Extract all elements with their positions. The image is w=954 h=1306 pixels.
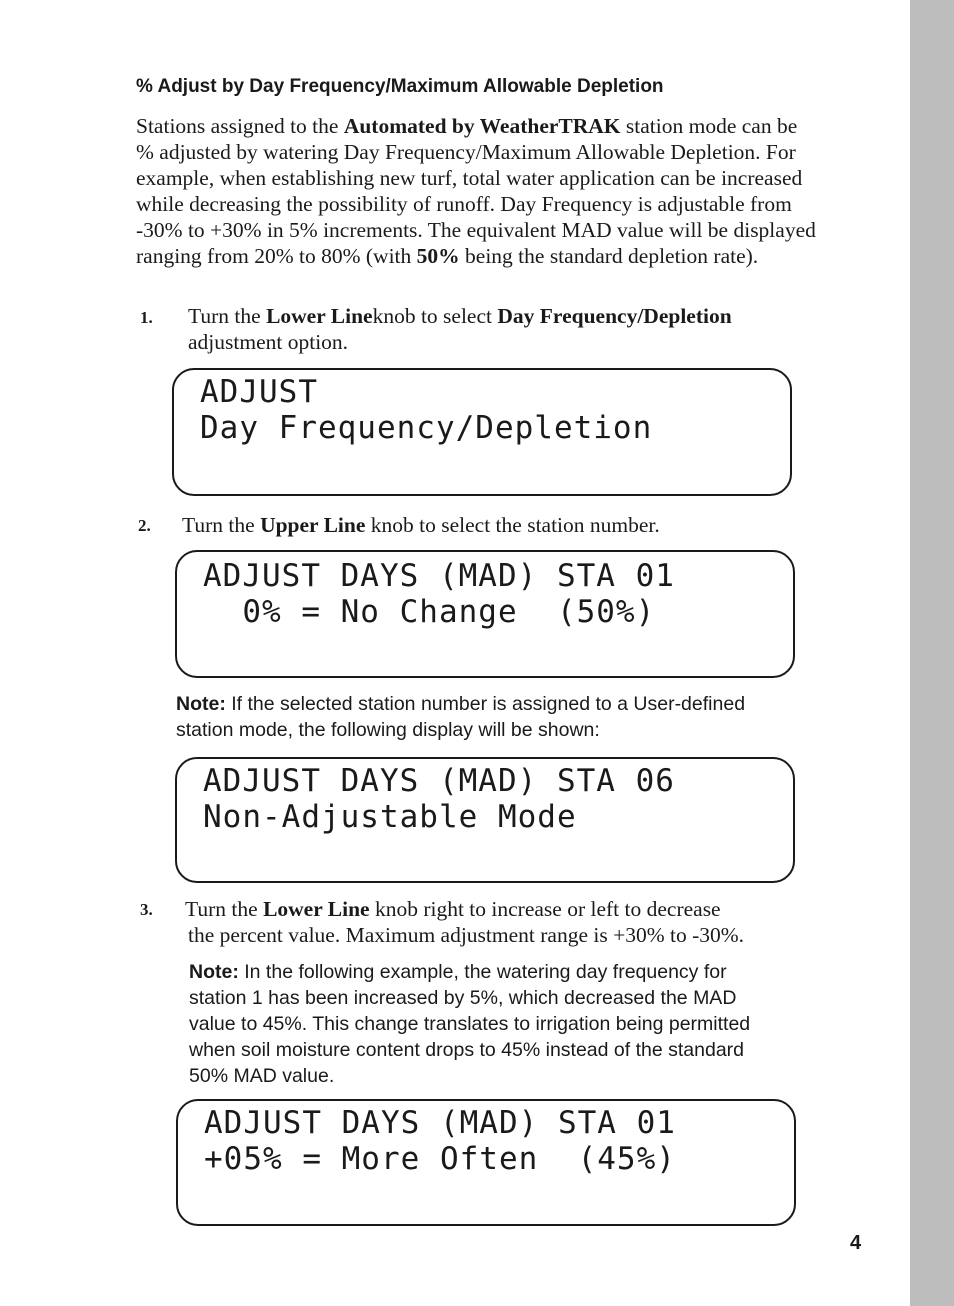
note-1 [176, 691, 836, 743]
page-number: 4 [850, 1232, 862, 1254]
lcd-display-3 [175, 757, 795, 883]
step-2-number: 2. [138, 516, 151, 535]
intro-text: being the standard depletion rate). [459, 244, 759, 268]
step-text: Turn the [185, 897, 264, 921]
step-3-number: 3. [140, 900, 153, 919]
step-bold: Lower Line [266, 304, 373, 328]
intro-bold-value: 50% [416, 244, 460, 268]
lcd-line-1: ADJUST [200, 374, 318, 410]
lcd-display-1 [172, 368, 792, 496]
lcd-line-2: 0% = No Change (50%) [203, 594, 656, 630]
intro-text: Stations assigned to the [136, 114, 344, 138]
note-label: Note: [176, 693, 226, 715]
step-text: adjustment option. [188, 330, 349, 354]
intro-bold-mode: Automated by WeatherTRAK [343, 114, 621, 138]
note-text: If the selected station number is assigned to a User-defined [225, 693, 746, 715]
note-text: station mode, the following display will be shown: [176, 719, 600, 741]
intro-text: station mode can be % adjusted by watering Day Frequency/Maximum Allowable Depletion. For example, when establishing new turf, total water application can be increased while decreasing the possibility of runoff. Day Frequency is adjustable from -30% to +30% in 5% increments. The equivalent MAD value will be displayed ranging from 20% to 80% (with [136, 114, 816, 268]
step-bold: Lower Line [263, 897, 370, 921]
note-text: when soil moisture content drops to 45% instead of the standard [189, 1039, 744, 1061]
note-label: Note: [189, 961, 239, 983]
side-tab [910, 0, 954, 1306]
lcd-line-2: Non-Adjustable Mode [203, 799, 577, 835]
step-text: knob to select [372, 304, 498, 328]
lcd-display-4 [176, 1099, 796, 1226]
step-text: knob right to increase or left to decrease [369, 897, 721, 921]
step-bold: Upper Line [260, 513, 366, 537]
lcd-display-2 [175, 550, 795, 678]
note-text: station 1 has been increased by 5%, which decreased the MAD [189, 987, 737, 1009]
step-2-text [182, 512, 822, 538]
step-bold: Day Frequency/Depletion [497, 304, 732, 328]
note-2 [189, 959, 849, 1089]
note-text: In the following example, the watering day frequency for [238, 961, 727, 983]
step-1-number: 1. [140, 308, 153, 327]
step-3-text [185, 896, 835, 948]
step-1-text [188, 303, 828, 355]
lcd-line-1: ADJUST DAYS (MAD) STA 01 [203, 558, 675, 594]
step-text: knob to select the station number. [365, 513, 660, 537]
lcd-line-2: +05% = More Often (45%) [204, 1141, 676, 1177]
note-text: value to 45%. This change translates to irrigation being permitted [189, 1013, 751, 1035]
note-text: 50% MAD value. [189, 1065, 335, 1087]
section-heading: % Adjust by Day Frequency/Maximum Allowable Depletion [136, 76, 664, 97]
step-text: Turn the [188, 304, 267, 328]
lcd-line-1: ADJUST DAYS (MAD) STA 01 [204, 1105, 676, 1141]
lcd-line-1: ADJUST DAYS (MAD) STA 06 [203, 763, 675, 799]
step-text: the percent value. Maximum adjustment range is +30% to -30%. [188, 923, 745, 947]
intro-paragraph [136, 113, 816, 269]
lcd-line-2: Day Frequency/Depletion [200, 410, 653, 446]
step-text: Turn the [182, 513, 261, 537]
